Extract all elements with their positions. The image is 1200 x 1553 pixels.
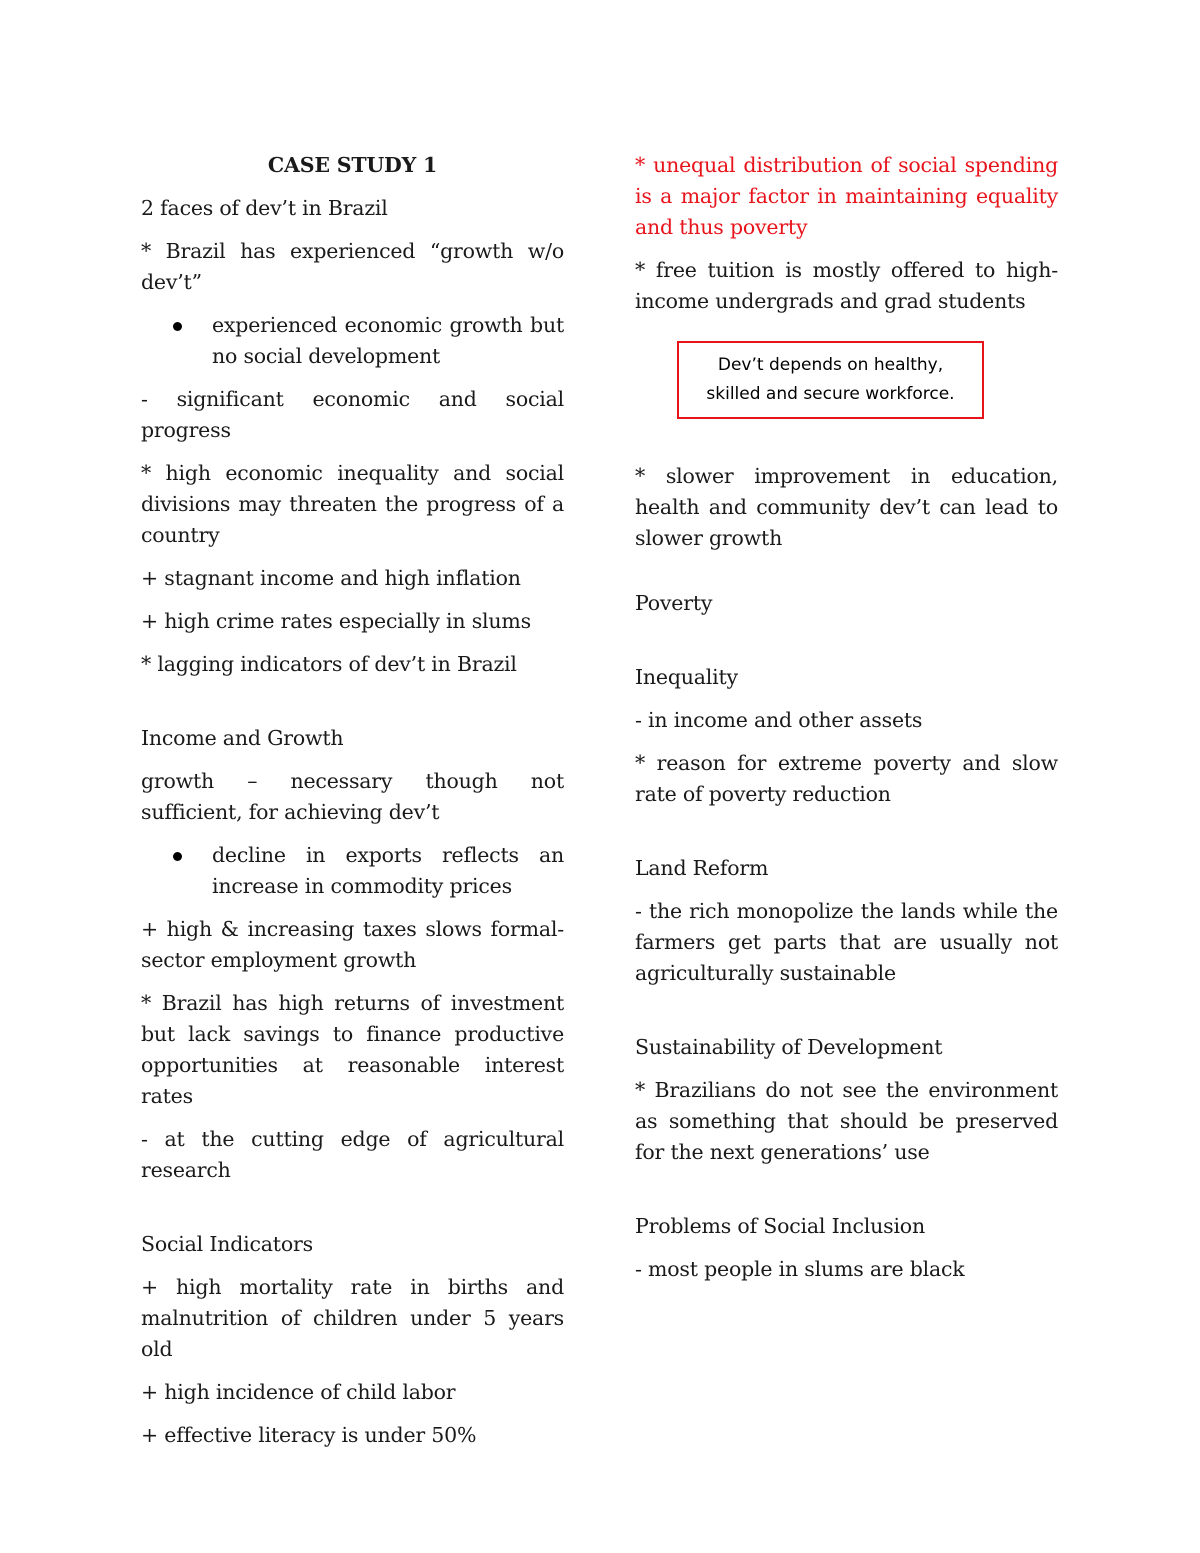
note-line: + high & increasing taxes slows formal-sector employment growth xyxy=(141,917,564,972)
section-heading-sustainability: Sustainability of Development xyxy=(635,1035,943,1059)
note-line: - significant economic and social progress xyxy=(141,387,564,442)
left-column xyxy=(141,150,564,1463)
note-line: - most people in slums are black xyxy=(635,1257,965,1281)
document-title: CASE STUDY 1 xyxy=(267,153,438,177)
note-line: + high crime rates especially in slums xyxy=(141,609,531,633)
section-heading-income: Income and Growth xyxy=(141,726,344,750)
callout-line: Dev’t depends on healthy, xyxy=(717,355,944,375)
highlighted-note: * unequal distribution of social spending is a major factor in maintaining equality and thus poverty xyxy=(635,153,1058,239)
bullet-text: experienced economic growth but no social development xyxy=(212,313,564,368)
note-line: - at the cutting edge of agricultural research xyxy=(141,1127,564,1182)
note-line: + effective literacy is under 50% xyxy=(141,1423,477,1447)
note-line: + stagnant income and high inflation xyxy=(141,566,521,590)
note-line: * reason for extreme poverty and slow rate of poverty reduction xyxy=(635,751,1058,806)
section-heading-social: Social Indicators xyxy=(141,1232,313,1256)
callout-box xyxy=(677,341,984,419)
note-line: * Brazil has high returns of investment but lack savings to finance productive opportunities at reasonable interest rates xyxy=(141,991,564,1108)
note-line: * slower improvement in education, health and community dev’t can lead to slower growth xyxy=(635,464,1058,550)
note-line: - the rich monopolize the lands while the farmers get parts that are usually not agriculturally sustainable xyxy=(635,899,1058,985)
bullet-dot-icon xyxy=(173,322,182,331)
note-line: * high economic inequality and social divisions may threaten the progress of a country xyxy=(141,461,564,547)
section-heading-social-inclusion: Problems of Social Inclusion xyxy=(635,1214,925,1238)
bullet-dot-icon xyxy=(173,852,182,861)
section-heading-land-reform: Land Reform xyxy=(635,856,769,880)
bullet-item xyxy=(141,310,564,372)
note-line: growth – necessary though not sufficient, for achieving dev’t xyxy=(141,769,564,824)
note-line: + high incidence of child labor xyxy=(141,1380,456,1404)
document-subtitle: 2 faces of dev’t in Brazil xyxy=(141,196,388,220)
bullet-item xyxy=(141,840,564,902)
note-line: * Brazilians do not see the environment as something that should be preserved for the next generations’ use xyxy=(635,1078,1058,1164)
section-heading-poverty: Poverty xyxy=(635,591,713,615)
bullet-text: decline in exports reflects an increase in commodity prices xyxy=(212,843,564,898)
right-column xyxy=(635,150,1058,1297)
note-line: * lagging indicators of dev’t in Brazil xyxy=(141,652,517,676)
note-line: + high mortality rate in births and malnutrition of children under 5 years old xyxy=(141,1275,564,1361)
section-heading-inequality: Inequality xyxy=(635,665,738,689)
note-line: * Brazil has experienced “growth w/o dev’t” xyxy=(141,239,564,294)
note-line: - in income and other assets xyxy=(635,708,923,732)
note-line: * free tuition is mostly offered to high-income undergrads and grad students xyxy=(635,258,1058,313)
callout-line: skilled and secure workforce. xyxy=(706,384,955,404)
